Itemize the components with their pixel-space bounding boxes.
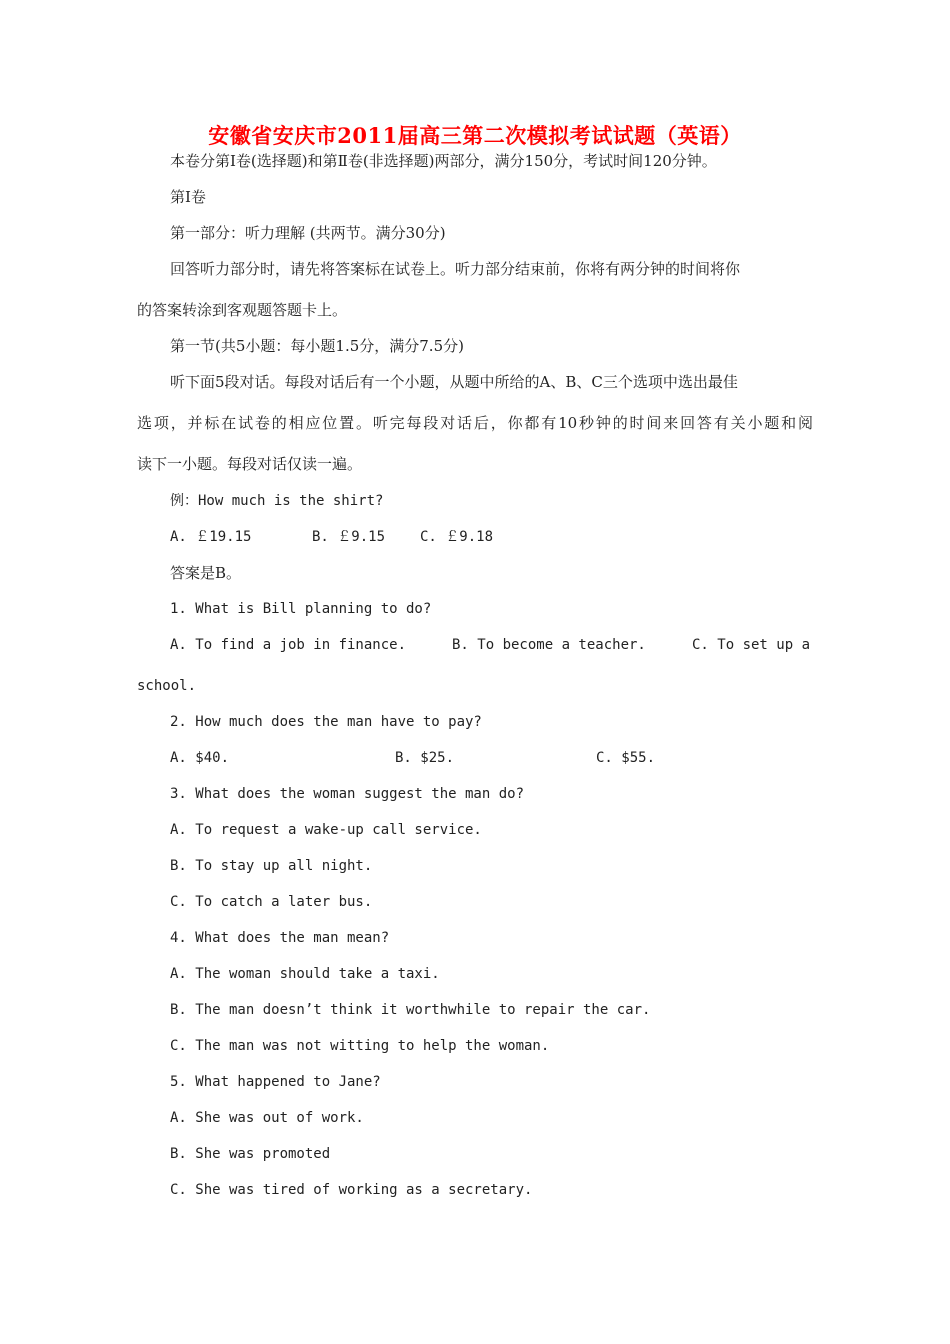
question-4-option-c: C. The man was not witting to help the woman. [170, 1038, 550, 1054]
section1-instruction-line1: 听下面5段对话。每段对话后有一个小题，从题中所给的A、B、C三个选项中选出最佳 [170, 373, 738, 391]
question-1-option-b: B. To become a teacher. [452, 637, 646, 653]
question-2-option-b: B. $25. [395, 750, 455, 766]
section1-instruction-line3: 读下一小题。每段对话仅读一遍。 [137, 455, 363, 473]
question-4-option-a: A. The woman should take a taxi. [170, 966, 440, 982]
volume-heading: 第Ⅰ卷 [170, 188, 206, 206]
question-3-option-b: B. To stay up all night. [170, 858, 373, 874]
question-1-option-c-continued: school. [137, 678, 197, 694]
example-option-c: C. ￡9.18 [420, 529, 494, 545]
question-5-option-a: A. She was out of work. [170, 1110, 364, 1126]
question-1-option-c: C. To set up a [692, 637, 811, 653]
example-question: 例：How much is the shirt? [170, 493, 384, 509]
question-1-option-a: A. To find a job in finance. [170, 637, 407, 653]
part1-instruction-line1: 回答听力部分时，请先将答案标在试卷上。听力部分结束前，你将有两分钟的时间将你 [170, 260, 741, 278]
section1-instruction-line2: 选项，并标在试卷的相应位置。听完每段对话后，你都有10秒钟的时间来回答有关小题和阅 [137, 414, 813, 432]
section1-heading: 第一节(共5小题：每小题1.5分，满分7.5分) [170, 337, 464, 355]
question-4-option-b: B. The man doesn’t think it worthwhile to repair the car. [170, 1002, 651, 1018]
question-3-stem: 3. What does the woman suggest the man do? [170, 786, 525, 802]
part1-heading: 第一部分：听力理解 (共两节。满分30分) [170, 224, 446, 242]
question-2-stem: 2. How much does the man have to pay? [170, 714, 482, 730]
question-2-option-a: A. $40. [170, 750, 230, 766]
question-2-option-c: C. $55. [596, 750, 656, 766]
exam-title: 安徽省安庆市2011届高三第二次模拟考试试题（英语） [208, 123, 742, 148]
question-3-option-c: C. To catch a later bus. [170, 894, 373, 910]
question-1-stem: 1. What is Bill planning to do? [170, 601, 432, 617]
example-option-b: B. ￡9.15 [312, 529, 386, 545]
question-3-option-a: A. To request a wake-up call service. [170, 822, 482, 838]
question-5-option-b: B. She was promoted [170, 1146, 331, 1162]
example-option-a: A. ￡19.15 [170, 529, 252, 545]
example-answer: 答案是B。 [170, 564, 242, 582]
question-5-option-c: C. She was tired of working as a secretary. [170, 1182, 533, 1198]
question-4-stem: 4. What does the man mean? [170, 930, 390, 946]
exam-intro: 本卷分第Ⅰ卷(选择题)和第Ⅱ卷(非选择题)两部分，满分150分，考试时间120分钟。 [170, 152, 717, 170]
question-5-stem: 5. What happened to Jane? [170, 1074, 381, 1090]
part1-instruction-line2: 的答案转涂到客观题答题卡上。 [137, 301, 348, 319]
